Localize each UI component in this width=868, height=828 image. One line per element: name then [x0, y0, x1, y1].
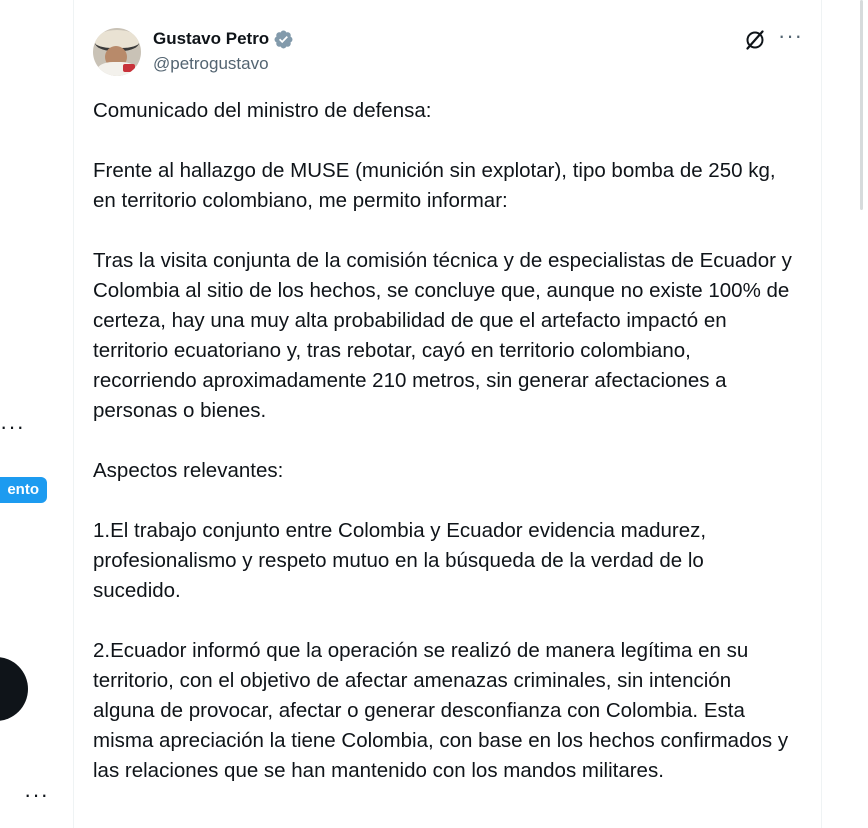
sidebar-more-icon-bottom[interactable]: ···	[24, 782, 49, 807]
verified-badge-icon[interactable]	[273, 29, 294, 50]
avatar-accent-shape	[123, 64, 135, 72]
tweet	[74, 0, 821, 828]
grok-icon[interactable]	[743, 28, 767, 52]
sidebar-avatar-circle[interactable]	[0, 657, 28, 721]
more-options-icon[interactable]: ···	[778, 23, 803, 48]
left-sidebar-fragment	[0, 0, 72, 828]
author-display-name[interactable]: Gustavo Petro	[153, 29, 270, 48]
sidebar-more-icon[interactable]: ···	[0, 414, 25, 439]
sidebar-badge[interactable]: ento	[0, 477, 47, 503]
scrollbar[interactable]	[860, 0, 863, 210]
author-name-row	[153, 28, 294, 50]
tweet-text: Comunicado del ministro de defensa: Frente al hallazgo de MUSE (munición sin explotar), tipo bomba de 250 kg, en territorio colombiano, me permito informar: Tras la visita conjunta de la comisión técnica y de especialistas de Ecuador y Colombia al sitio de los hechos, se concluye que, aunque no existe 100% de certeza, hay una muy alta probabilidad de que el artefacto impactó en territorio ecuatoriano y, tras rebotar, cayó en territorio colombiano, recorriendo aproximadamente 210 metros, sin generar afectaciones a personas o bienes. Aspectos relevantes: 1.El trabajo conjunto entre Colombia y Ecuador evidencia madurez, profesionalismo y respeto mutuo en la búsqueda de la verdad de lo sucedido. 2.Ecuador informó que la operación se realizó de manera legítima en su territorio, con el objetivo de afectar amenazas criminales, sin intención alguna de provocar, afectar o generar desconfianza con Colombia. Esta misma apreciación la tiene Colombia, con base en los hechos confirmados y las relaciones que se han mantenido con los mandos militares.	[93, 99, 792, 782]
author-avatar[interactable]	[93, 28, 141, 76]
column-border-right	[821, 0, 822, 828]
author-handle[interactable]: @petrogustavo	[153, 54, 269, 73]
